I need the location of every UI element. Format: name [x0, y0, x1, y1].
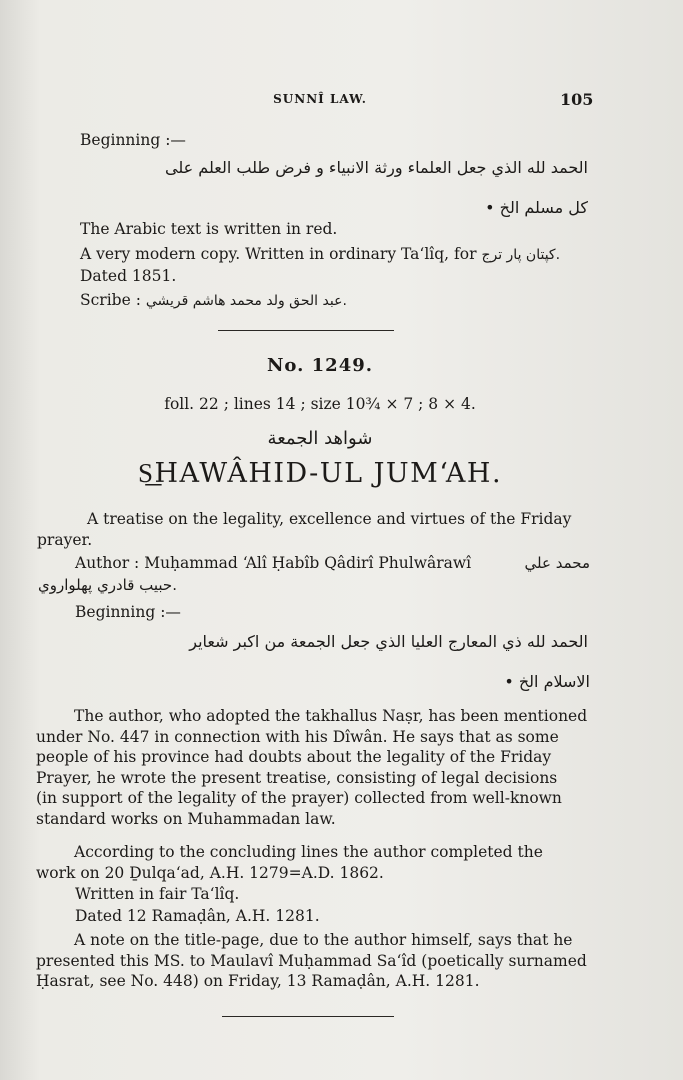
paragraph-line: standard works on Muhammadan law.: [36, 809, 336, 828]
scribe-label: Scribe :: [80, 291, 141, 309]
author-line: Author : Muḥammad ‘Alî Ḥabîb Qâdirî Phulwârawî: [75, 554, 472, 572]
section-divider: [218, 330, 394, 331]
written-note: Written in fair Ta‘lîq.: [75, 885, 240, 903]
paragraph-line: (in support of the legality of the prayer) collected from well-known: [36, 789, 562, 807]
prev-beginning-arabic-1: الحمد لله الذي جعل العلماء ورثة الانبياء و فرض طلب العلم على: [165, 158, 588, 177]
prev-beginning-label: Beginning :—: [80, 131, 186, 149]
arabic-text-note: The Arabic text is written in red.: [80, 220, 338, 238]
prev-dated: Dated 1851.: [80, 267, 177, 285]
paragraph-line: work on 20 Ḏulqa‘ad, A.H. 1279=A.D. 1862.: [36, 863, 384, 882]
paragraph-completion: [36, 842, 592, 883]
beginning-label: Beginning :—: [75, 603, 181, 621]
paragraph-line: Prayer, he wrote the present treatise, consisting of legal decisions: [36, 768, 558, 787]
beginning-arabic-1: الحمد لله ذي المعارج العليا الذي جعل الجمعة من اكبر شعاير: [189, 632, 588, 651]
paragraph-line: Ḥasrat, see No. 448) on Friday, 13 Ramaḍân, A.H. 1281.: [36, 972, 480, 990]
author-arabic-1: محمد علي: [524, 554, 590, 572]
entry-number: No. 1249.: [266, 355, 374, 376]
paragraph-author-note: [36, 706, 592, 829]
page-number: 105: [560, 90, 594, 109]
copy-note-text: A very modern copy. Written in ordinary Ta‘lîq, for: [80, 245, 477, 263]
folio-info: foll. 22 ; lines 14 ; size 10¾ × 7 ; 8 × 4.: [164, 395, 476, 413]
entry-title-arabic: شواهد الجمعة: [267, 428, 373, 449]
scribe-line: [80, 290, 347, 311]
description-line: A treatise on the legality, excellence and virtues of the Friday: [87, 510, 572, 528]
paragraph-line: The author, who adopted the takhallus Naṣr, has been mentioned: [74, 707, 588, 725]
description: [37, 509, 587, 550]
paragraph-line: A note on the title-page, due to the author himself, says that he: [74, 931, 573, 949]
beginning-arabic-2: الاسلام الخ •: [504, 672, 590, 691]
author-arabic-2: حبيب قادري پهلواروي.: [38, 576, 177, 594]
paragraph-line: people of his province had doubts about the legality of the Friday: [36, 748, 552, 766]
scribe-arabic: عبد الحق ولد محمد هاشم قريشي.: [145, 293, 347, 309]
paragraph-line: According to the concluding lines the author completed the: [74, 843, 543, 861]
entry-title: S͟HAWÂHID-UL JUM‘AH.: [137, 458, 503, 489]
paragraph-line: presented this MS. to Maulavî Muḥammad Sa‘îd (poetically surnamed: [36, 951, 587, 970]
end-divider: [222, 1016, 394, 1017]
entry-dated: Dated 12 Ramaḍân, A.H. 1281.: [75, 907, 320, 925]
copy-note-arabic: کپتان پار ترج.: [481, 247, 561, 263]
copy-note: [80, 244, 560, 265]
description-line: prayer.: [37, 530, 93, 549]
prev-beginning-arabic-2: كل مسلم الخ •: [485, 198, 588, 217]
paragraph-title-page-note: [36, 930, 592, 992]
paragraph-line: under No. 447 in connection with his Dîwân. He says that as some: [36, 727, 559, 746]
running-header: SUNNÎ LAW.: [273, 92, 367, 106]
